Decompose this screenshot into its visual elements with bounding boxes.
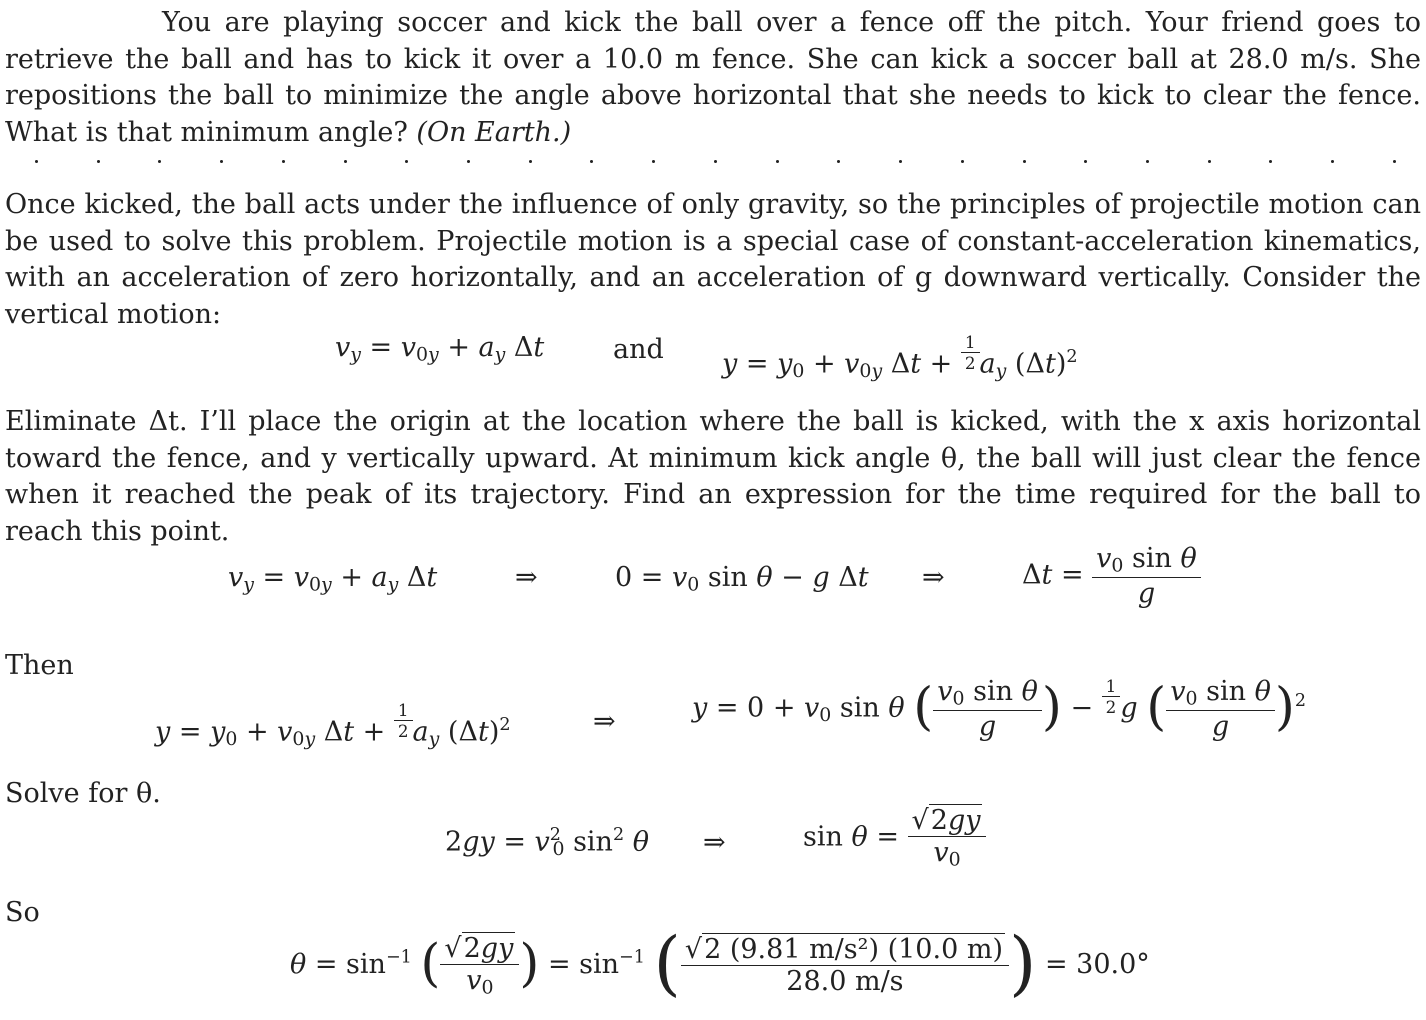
given-g: 9.81 m/s² <box>740 933 869 965</box>
implies-arrow-3: ⇒ <box>593 706 616 737</box>
problem-text: You are playing soccer and kick the ball over a fence off the pitch. Your friend goes to retrieve the ball and has to kick it over a 10.0 m fence. She can kick a soccer ball at 28.0 m/s. She repositions the ball to minimize the angle above horizontal that she needs to kick to clear the fence. What is that minimum angle? <box>5 7 1421 148</box>
sine-theta-equation: sin θ = $\frac{√2gy}{v_0}$ <box>803 805 986 871</box>
peak-condition-equation: $0 = v_0$ sin θ − g Δt <box>615 562 869 596</box>
then-label: Then <box>5 650 74 681</box>
solution-paragraph-1: Once kicked, the ball acts under the influence of only gravity, so the principles of projectile motion can be used to solve this problem. Projectile motion is a special case of constant-acceleration kinematics, with an acceleration of zero horizontally, and an acceleration of g downward vertically. Consider the vertical motion: <box>5 189 1421 330</box>
context-note: (On Earth.) <box>416 116 572 148</box>
substituted-position-equation: $y = 0 + v_0$ sin θ ( $\frac{v_0 \sin \theta}{g}$ ) − $\frac{1}{2}$ g ( $\frac{v_0 \sin \theta}{g}$ )$^2$ <box>692 676 1307 742</box>
energy-relation-equation: $2gy = v^2_0$ $\sin^2 \theta$ <box>445 825 649 861</box>
implies-arrow-2: ⇒ <box>922 562 945 593</box>
implies-arrow-4: ⇒ <box>703 827 726 858</box>
given-height: 10.0 m <box>898 933 993 965</box>
dotted-separator <box>5 140 1421 170</box>
implies-arrow-1: ⇒ <box>515 562 538 593</box>
solution-paragraph-2: Eliminate Δt. I’ll place the origin at the location where the ball is kicked, with the x axis horizontal toward the fence, and y vertically upward. At minimum kick angle θ, the ball will just clear the fence when it reached the peak of its trajectory. Find an expression for the time required for the ball to reach this point. <box>5 406 1421 547</box>
solve-label: Solve for θ. <box>5 778 161 809</box>
time-to-peak-equation: Δt = $\frac{v_0 \sin \theta}{g}$ <box>1022 543 1201 609</box>
final-answer: 30.0° <box>1076 948 1150 980</box>
final-angle-equation: $\theta = \sin^{-1}$ ( $\frac{√2gy}{v_0}$ ) = $\sin^{-1}$ ( $\frac{\text{√2 (9.81 m/s²) (10.0 m)}}{28.0 m/s}$ ) = 30.0° <box>290 922 1150 1004</box>
so-label: So <box>5 897 40 928</box>
velocity-equation: $v_y = v_{0y} + a_y$ Δt <box>228 562 438 596</box>
kinematics-equation-velocity: $v_y = v_{0y} + a_y$ Δt <box>335 332 545 366</box>
problem-statement <box>5 5 1421 151</box>
equation-connector: and <box>613 334 664 365</box>
given-speed: 28.0 m/s <box>786 965 904 997</box>
position-equation: $y = y_0 + v_{0y}$ Δt + $\frac{1}{2}$ $a_y$ $(\Delta t)^2$ <box>155 700 511 751</box>
kinematics-equation-position: $y = y_0 + v_{0y}$ Δt + $\frac{1}{2}$ $a_y$ $(\Delta t)^2$ <box>722 332 1078 383</box>
